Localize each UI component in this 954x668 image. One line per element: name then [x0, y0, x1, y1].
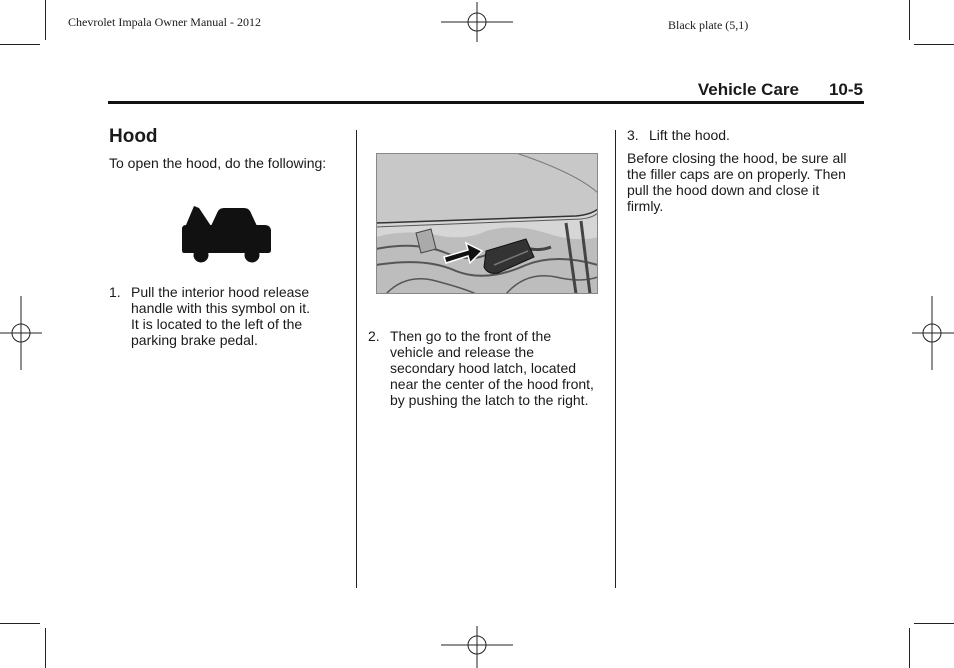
step-line: handle with this symbol on it.	[131, 300, 310, 316]
header-rule	[108, 101, 864, 104]
step-line: parking brake pedal.	[131, 332, 258, 348]
hood-release-icon	[180, 203, 274, 263]
column-divider	[356, 130, 357, 588]
manual-title: Chevrolet Impala Owner Manual - 2012	[68, 15, 261, 29]
step-2	[368, 328, 613, 408]
hood-latch-illustration	[376, 153, 598, 294]
paragraph-line: firmly.	[627, 198, 664, 214]
step-line: It is located to the left of the	[131, 316, 303, 332]
paragraph-line: the filler caps are on properly. Then	[627, 166, 846, 182]
crop-mark	[909, 0, 910, 40]
intro-text: To open the hood, do the following:	[109, 155, 327, 171]
crop-mark	[45, 628, 46, 668]
step-number: 1.	[109, 284, 121, 300]
list-item	[109, 284, 339, 348]
crop-mark	[914, 44, 954, 45]
page-number: 10-5	[828, 80, 863, 99]
step-line: Pull the interior hood release	[131, 284, 310, 300]
section-name: Vehicle Care	[697, 80, 799, 99]
running-head	[600, 80, 863, 100]
step-line: Then go to the front of the	[390, 328, 552, 344]
step-line: near the center of the hood front,	[390, 376, 594, 392]
list-item	[368, 328, 613, 408]
crop-mark	[45, 0, 46, 40]
step-line: vehicle and release the	[390, 344, 534, 360]
step-3	[627, 127, 867, 143]
step-line: secondary hood latch, located	[390, 360, 577, 376]
list-item	[627, 127, 867, 143]
registration-mark-right	[912, 296, 954, 370]
step-line: by pushing the latch to the right.	[390, 392, 589, 408]
crop-mark	[909, 628, 910, 668]
registration-mark-left	[0, 296, 42, 370]
paragraph-line: pull the hood down and close it	[627, 182, 820, 198]
crop-mark	[0, 44, 40, 45]
plate-label: Black plate (5,1)	[668, 18, 749, 32]
crop-mark	[914, 623, 954, 624]
registration-mark-top	[441, 2, 513, 46]
paragraph-line: Before closing the hood, be sure all	[627, 150, 847, 166]
step-number: 2.	[368, 328, 380, 344]
step-number: 3.	[627, 127, 639, 143]
step-1	[109, 284, 339, 348]
closing-paragraph	[627, 150, 867, 214]
column-divider	[615, 130, 616, 588]
section-title: Hood	[109, 126, 158, 147]
step-line: Lift the hood.	[649, 127, 730, 143]
registration-mark-bottom	[441, 626, 513, 668]
crop-mark	[0, 623, 40, 624]
